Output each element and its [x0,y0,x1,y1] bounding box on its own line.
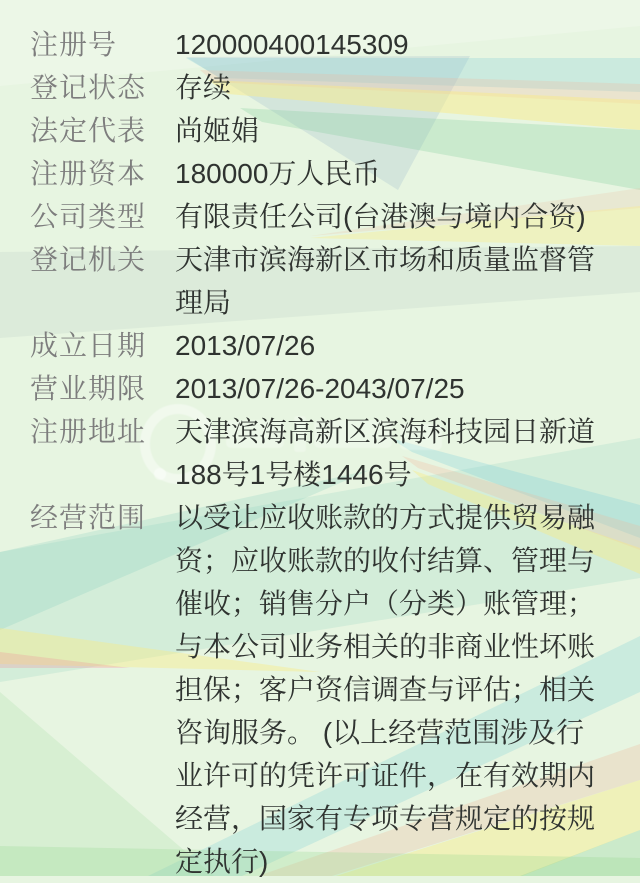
field-label: 登记状态 [30,72,147,103]
info-row-company-type [30,195,612,238]
info-row-business-scope [30,496,612,883]
field-value: 天津市滨海新区市场和质量监督管理局 [175,244,596,318]
field-value: 以受让应收账款的方式提供贸易融资；应收账款的收付结算、管理与催收；销售分户（分类）账管理；与本公司业务相关的非商业性坏账担保；客户资信调查与评估；相关咨询服务。 (以上经营范围涉及行业许可的凭许可证件，在有效期内经营，国家有专项专营规定的按规定执行) [175,502,596,877]
field-label: 成立日期 [30,330,147,361]
field-value: 存续 [175,72,232,103]
field-label: 营业期限 [30,373,147,404]
field-value: 2013/07/26 [175,330,316,361]
info-row-registration-number [30,23,612,66]
field-label: 注册地址 [30,416,147,447]
info-row-business-term [30,367,612,410]
field-label: 注册资本 [30,158,147,189]
info-row-registration-status [30,66,612,109]
field-value: 120000400145309 [175,29,409,60]
info-row-establishment-date [30,324,612,367]
field-value: 尚姬娟 [175,115,260,146]
field-value: 2013/07/26-2043/07/25 [175,373,465,404]
company-info-list [30,23,612,883]
info-row-registered-capital [30,152,612,195]
field-label: 公司类型 [30,201,147,232]
field-label: 经营范围 [30,502,147,533]
field-label: 注册号 [30,29,118,60]
field-value: 有限责任公司(台港澳与境内合资) [175,201,586,232]
info-row-registration-authority [30,238,612,324]
info-row-legal-representative [30,109,612,152]
field-value: 天津滨海高新区滨海科技园日新道188号1号楼1446号 [175,416,596,490]
field-label: 法定代表 [30,115,147,146]
field-value: 180000万人民币 [175,158,381,189]
info-row-registered-address [30,410,612,496]
field-label: 登记机关 [30,244,147,275]
